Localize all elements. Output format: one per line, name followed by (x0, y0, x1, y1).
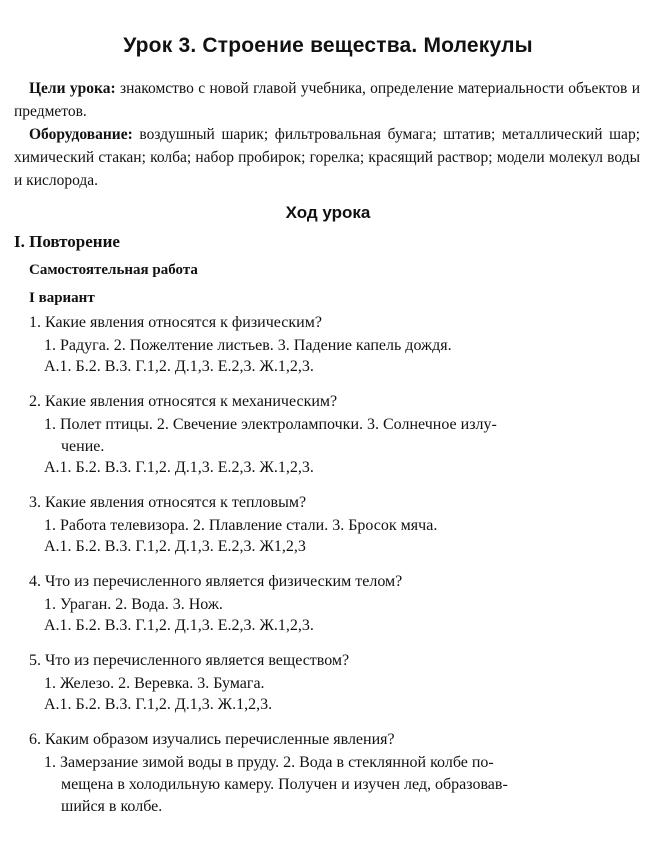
question-5-answers: А.1. Б.2. В.3. Г.1,2. Д.1,3. Ж.1,2,3. (44, 696, 273, 713)
variant-heading: I вариант (29, 290, 95, 306)
page-title: Урок 3. Строение вещества. Молекулы (123, 34, 533, 57)
goals-label: Цели урока: (29, 80, 116, 97)
question-2-options-line2: чение. (61, 438, 105, 455)
question-2: 2. Какие явления относятся к механическим? (29, 393, 338, 410)
lesson-equipment (14, 123, 640, 192)
question-6-options-line2: мещена в холодильную камеру. Получен и изучен лед, образовав- (61, 776, 508, 793)
question-1-answers: А.1. Б.2. В.3. Г.1,2. Д.1,3. Е.2,3. Ж.1,2,3. (44, 358, 314, 375)
question-4-options: 1. Ураган. 2. Вода. 3. Нож. (44, 596, 223, 613)
question-2-answers: А.1. Б.2. В.3. Г.1,2. Д.1,3. Е.2,3. Ж.1,2,3. (44, 459, 314, 476)
question-6: 6. Каким образом изучались перечисленные явления? (29, 731, 395, 748)
section-heading: I. Повторение (14, 232, 120, 251)
question-3-answers: А.1. Б.2. В.3. Г.1,2. Д.1,3. Е.2,3. Ж1,2,3 (44, 538, 306, 555)
equipment-text: воздушный шарик; фильтровальная бумага; штатив; металлический шар; химический стакан; колба; набор пробирок; горелка; красящий раствор; модели молекул воды и кислорода. (14, 126, 640, 189)
goals-text: знакомство с новой главой учебника, определение материальности объектов и предметов. (14, 80, 640, 120)
lesson-flow-heading: Ход урока (285, 203, 371, 222)
question-2-options-line1: 1. Полет птицы. 2. Свечение электролампочки. 3. Солнечное излу- (44, 416, 497, 433)
question-6-options-line1: 1. Замерзание зимой воды в пруду. 2. Вода в стеклянной колбе по- (44, 754, 494, 771)
question-1: 1. Какие явления относятся к физическим? (29, 314, 322, 331)
equipment-label: Оборудование: (29, 126, 133, 143)
question-6-options-line3: шийся в колбе. (61, 798, 163, 815)
question-5: 5. Что из перечисленного является веществом? (29, 652, 350, 669)
question-5-options: 1. Железо. 2. Веревка. 3. Бумага. (44, 675, 265, 692)
question-3-options: 1. Работа телевизора. 2. Плавление стали. 3. Бросок мяча. (44, 517, 438, 534)
lesson-goals (14, 77, 640, 123)
question-1-options: 1. Радуга. 2. Пожелтение листьев. 3. Падение капель дождя. (44, 337, 452, 354)
subsection-heading: Самостоятельная работа (29, 262, 198, 278)
question-4-answers: А.1. Б.2. В.3. Г.1,2. Д.1,3. Е.2,3. Ж.1,2,3. (44, 617, 314, 634)
question-3: 3. Какие явления относятся к тепловым? (29, 494, 307, 511)
question-4: 4. Что из перечисленного является физическим телом? (29, 573, 403, 590)
